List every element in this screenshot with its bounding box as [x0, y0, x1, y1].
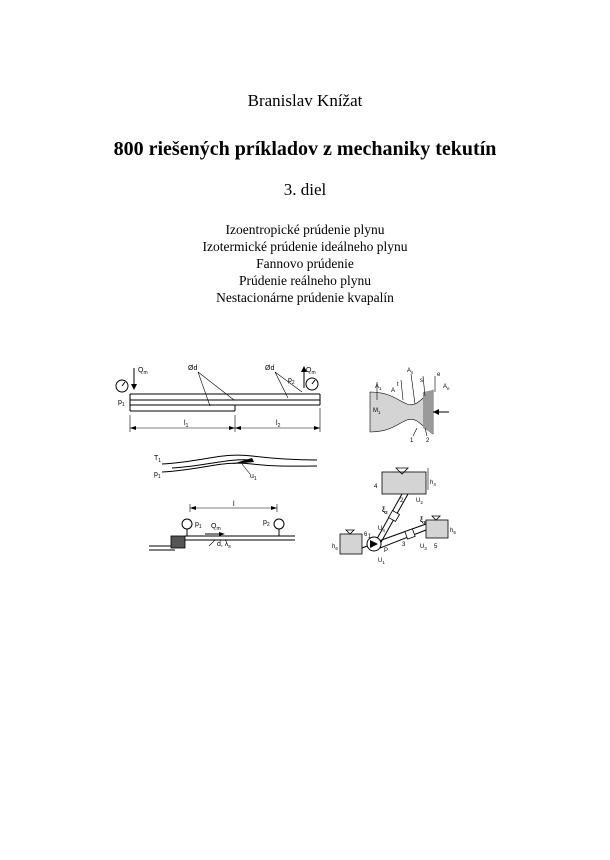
tank-pipe-figure: [145, 500, 305, 558]
topic-item: Fannovo prúdenie: [256, 256, 354, 271]
length-label: l: [233, 501, 235, 508]
height-label: $h_4$: [430, 480, 436, 487]
diameter-label: Ød: [265, 365, 275, 372]
pump-system-figure: [330, 462, 460, 572]
author-name: Branislav Knížat: [247, 91, 363, 110]
area-label: A: [391, 388, 396, 394]
topic-item: Prúdenie reálneho plynu: [239, 273, 371, 288]
pressure-label: $p_1$: [154, 471, 161, 480]
loss-coefficient-label: $\xi_2$: [382, 507, 388, 515]
topic-item: Nestacionárne prúdenie kvapalín: [216, 290, 394, 305]
nozzle-figure: [365, 362, 465, 444]
pressure-gauge-icon: [274, 519, 284, 529]
node-label: 4: [374, 484, 378, 490]
mach-label: $M_1$: [373, 408, 381, 415]
temperature-label: $T_1$: [154, 455, 162, 464]
node-label: 1: [368, 534, 372, 540]
pressure-gauge-icon: [182, 519, 192, 529]
throat-label: t: [397, 382, 399, 388]
length-label: $l_1$: [184, 420, 189, 429]
volume-label: 3. diel: [283, 180, 327, 199]
height-label: $h_6$: [332, 544, 338, 551]
section-number: 2: [426, 438, 430, 444]
diameter-friction-label: d, $\lambda_s$: [217, 541, 231, 550]
mass-flow-label: $Q_m$: [211, 523, 221, 532]
node-label: 5: [434, 544, 438, 550]
pipe-system-figure: [110, 360, 325, 442]
node-label: 2: [400, 498, 404, 504]
topic-item: Izoentropické prúdenie plynu: [225, 222, 385, 237]
mass-flow-label: $Q_m$: [138, 367, 148, 376]
potential-label: $U_3$: [420, 544, 427, 551]
potential-label: $U_1$: [378, 558, 385, 565]
pressure-label: $p_2$: [288, 377, 295, 386]
section-number: 1: [410, 438, 414, 444]
book-title: 800 riešených príkladov z mechaniky tekutín: [113, 138, 497, 160]
mass-flow-label: $Q_m$: [306, 367, 316, 376]
loss-coefficient-label: $\xi_3$: [420, 517, 426, 525]
topic-item: Izotermické prúdenie ideálneho plynu: [202, 239, 408, 254]
potential-label: $U_4$: [378, 526, 385, 533]
pressure-label: $p_1$: [195, 521, 202, 530]
diameter-label: Ød: [188, 365, 198, 372]
velocity-label: $u_1$: [250, 473, 257, 482]
section-label: s: [420, 378, 423, 384]
area-label: $A_e$: [443, 384, 450, 391]
topic-list: [0, 221, 610, 306]
area-label: $A_s$: [407, 368, 414, 375]
duct-flow-figure: [152, 450, 322, 486]
node-label: 3: [402, 542, 406, 548]
pump-label: P: [384, 548, 389, 554]
potential-label: $U_2$: [416, 498, 423, 505]
area-label: $A_1$: [375, 384, 382, 391]
height-label: $h_5$: [450, 528, 456, 535]
pressure-label: $p_2$: [263, 519, 270, 528]
node-label: 6: [364, 532, 368, 538]
section-label: e: [437, 372, 441, 378]
pressure-label: $p_1$: [118, 399, 125, 408]
length-label: $l_2$: [276, 420, 281, 429]
